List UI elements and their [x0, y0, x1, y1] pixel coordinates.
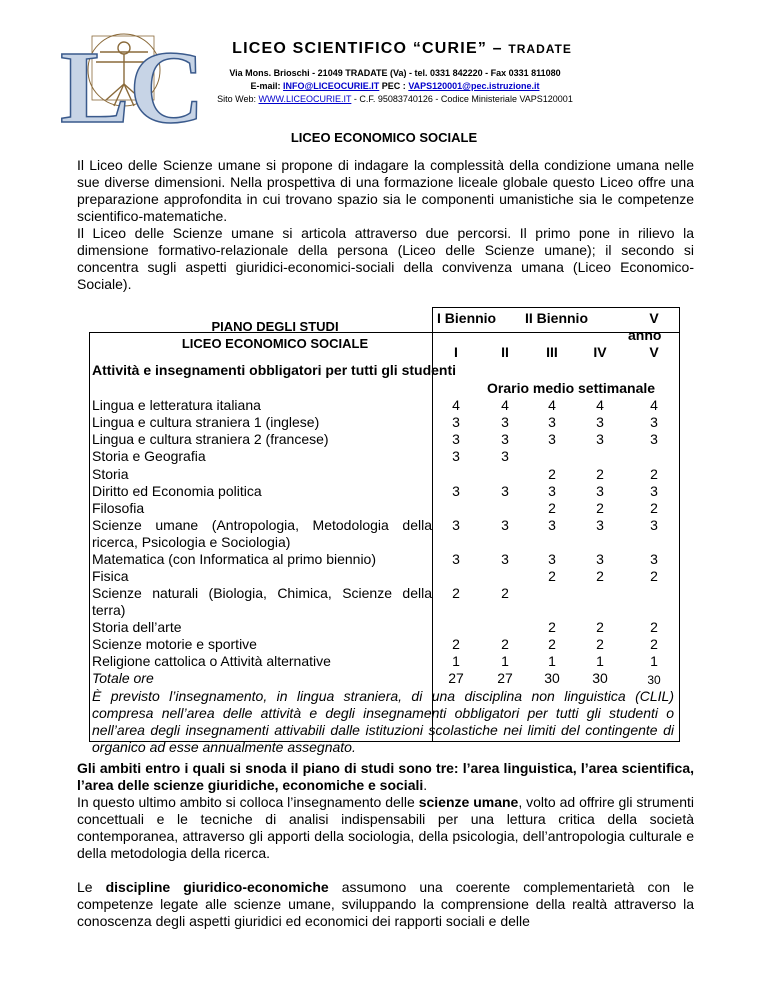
- total-cell: 27: [497, 670, 513, 686]
- year-iii: III: [546, 344, 558, 360]
- hours-cell: 1: [501, 653, 509, 669]
- hours-cell: 2: [596, 636, 604, 652]
- hours-cell: 3: [548, 431, 556, 447]
- hours-cell: 3: [548, 517, 556, 533]
- document-title: LICEO ECONOMICO SOCIALE: [290, 130, 478, 145]
- website-link[interactable]: WWW.LICEOCURIE.IT: [258, 94, 352, 104]
- hours-cell: 2: [596, 619, 604, 635]
- school-name-text: LICEO SCIENTIFICO “CURIE” –: [232, 40, 509, 57]
- hours-cell: 4: [548, 397, 556, 413]
- hours-cell: 2: [650, 636, 658, 652]
- hours-cell: 4: [650, 397, 658, 413]
- hours-cell: 2: [548, 466, 556, 482]
- address-line: Via Mons. Brioschi - 21049 TRADATE (Va) - tel. 0331 842220 - Fax 0331 811080: [229, 68, 561, 78]
- logo-letter-l: LC: [60, 30, 205, 145]
- section-label: Attività e insegnamenti obbligatori per tutti gli studenti: [92, 362, 457, 378]
- hours-cell: 1: [650, 653, 658, 669]
- plan-title-2: LICEO ECONOMICO SOCIALE: [181, 336, 369, 351]
- year-ii: II: [501, 344, 509, 360]
- subject-name: Storia dell’arte: [92, 619, 182, 635]
- hours-cell: 2: [452, 585, 460, 601]
- hours-cell: 2: [650, 568, 658, 584]
- subject-name: Scienze motorie e sportive: [92, 636, 257, 652]
- hours-cell: 1: [452, 653, 460, 669]
- year-v: V: [649, 344, 659, 360]
- hours-cell: 3: [650, 551, 658, 567]
- intro-paragraph-2: Il Liceo delle Scienze umane si articola attraverso due percorsi. Il primo pone in rilievo la dimensione formativo-relazionale della persona (Liceo delle Scienze umane); il secondo si concentra sugli aspetti giuridici-economici-sociali della convivenza umana (Liceo Economico-Sociale).: [77, 225, 694, 292]
- hours-cell: 3: [501, 414, 509, 430]
- total-cell: 30: [647, 673, 661, 687]
- group-ii-biennio: II Biennio: [525, 310, 588, 326]
- total-label: Totale ore: [92, 670, 154, 686]
- hours-cell: 3: [501, 483, 509, 499]
- hours-cell: 3: [650, 431, 658, 447]
- group-i-biennio: I Biennio: [437, 310, 497, 326]
- subject-name: Scienze naturali (Biologia, Chimica, Scienze della terra): [92, 585, 432, 618]
- hours-cell: 3: [501, 551, 509, 567]
- hours-cell: 2: [548, 568, 556, 584]
- total-cell: 30: [592, 670, 608, 686]
- outro-paragraph-2: In questo ultimo ambito si colloca l’insegnamento delle scienze umane, volto ad offrire gli strumenti concettuali e le tecniche di analisi indispensabili per una lettura critica della società contemporanea, attraverso gli apporti della sociologia, della psicologia, dell’antropologia culturale e della metodologia della ricerca.: [77, 794, 694, 861]
- hours-cell: 2: [452, 636, 460, 652]
- group-v-anno-2: anno: [628, 327, 662, 343]
- hours-cell: 2: [548, 500, 556, 516]
- hours-cell: 3: [452, 448, 460, 464]
- hours-cell: 1: [548, 653, 556, 669]
- hours-cell: 2: [650, 500, 658, 516]
- hours-cell: 3: [452, 483, 460, 499]
- hours-cell: 3: [452, 551, 460, 567]
- hours-cell: 1: [596, 653, 604, 669]
- school-name: [182, 40, 622, 58]
- hours-cell: 3: [501, 448, 509, 464]
- hours-cell: 3: [548, 483, 556, 499]
- total-cell: 27: [448, 670, 464, 686]
- school-city: TRADATE: [508, 42, 572, 56]
- hours-cell: 2: [650, 466, 658, 482]
- email-link[interactable]: INFO@LICEOCURIE.IT: [283, 81, 380, 91]
- hours-label: Orario medio settimanale: [487, 380, 656, 396]
- subject-name: Diritto ed Economia politica: [92, 483, 262, 499]
- school-logo: [58, 22, 205, 145]
- hours-cell: 2: [596, 568, 604, 584]
- hours-cell: 3: [452, 431, 460, 447]
- group-v-anno-1: V: [649, 310, 659, 326]
- intro-paragraph-1: Il Liceo delle Scienze umane si propone di indagare la complessità della condizione umana nelle sue diverse dimensioni. Nella prospettiva di una formazione liceale globale questo Liceo offre una preparazione approfondita in cui trovano spazio sia le componenti umanistiche sia le competenze scientifico-matematiche.: [77, 157, 694, 224]
- hours-cell: 3: [501, 517, 509, 533]
- hours-cell: 3: [548, 551, 556, 567]
- subject-name: Matematica (con Informatica al primo biennio): [92, 551, 377, 567]
- hours-cell: 2: [596, 500, 604, 516]
- year-iv: IV: [593, 344, 607, 360]
- pec-link[interactable]: VAPS120001@pec.istruzione.it: [408, 81, 540, 91]
- hours-cell: 3: [548, 414, 556, 430]
- hours-cell: 3: [596, 483, 604, 499]
- hours-cell: 2: [548, 636, 556, 652]
- hours-cell: 2: [501, 636, 509, 652]
- hours-cell: 2: [501, 585, 509, 601]
- web-line: Sito Web: WWW.LICEOCURIE.IT - C.F. 95083740126 - Codice Ministeriale VAPS120001: [217, 94, 573, 104]
- hours-cell: 3: [596, 517, 604, 533]
- hours-cell: 3: [650, 517, 658, 533]
- subject-name: Lingua e cultura straniera 2 (francese): [92, 431, 329, 447]
- subject-name: Lingua e cultura straniera 1 (inglese): [92, 414, 320, 430]
- subject-name: Lingua e letteratura italiana: [92, 397, 261, 413]
- hours-cell: 4: [501, 397, 509, 413]
- total-cell: 30: [544, 670, 560, 686]
- hours-cell: 3: [452, 517, 460, 533]
- subject-name: Filosofia: [92, 500, 145, 516]
- outro-paragraph-3: Le discipline giuridico-economiche assumono una coerente complementarietà con le competenze legate alle scienze umane, sviluppando la comprensione della realtà attraverso la conoscenza degli aspetti giuridici ed economici dei rapporti sociali e delle: [77, 879, 694, 929]
- clil-note: È previsto l’insegnamento, in lingua straniera, di una disciplina non linguistica (CLIL) compresa nell’area delle attività e degli insegnamenti obbligatori per tutti gli studenti o nell’area degli insegnamenti attivabili dalle istituzioni scolastiche nei limiti del contingente di organico ad esse annualmente assegnato.: [92, 688, 674, 755]
- year-i: I: [454, 344, 458, 360]
- subject-name: Religione cattolica o Attività alternative: [92, 653, 331, 669]
- hours-cell: 4: [596, 397, 604, 413]
- hours-cell: 3: [596, 551, 604, 567]
- hours-cell: 2: [596, 466, 604, 482]
- subject-name: Storia: [92, 466, 129, 482]
- hours-cell: 3: [452, 414, 460, 430]
- hours-cell: 2: [650, 619, 658, 635]
- contact-line: E-mail: INFO@LICEOCURIE.IT PEC : VAPS120001@pec.istruzione.it: [250, 81, 540, 91]
- subject-name: Fisica: [92, 568, 129, 584]
- subject-name: Storia e Geografia: [92, 448, 206, 464]
- hours-cell: 4: [452, 397, 460, 413]
- hours-cell: 3: [596, 431, 604, 447]
- plan-title-1: PIANO DEGLI STUDI: [211, 319, 339, 334]
- subject-name: Scienze umane (Antropologia, Metodologia della ricerca, Psicologia e Sociologia): [92, 517, 432, 550]
- hours-cell: 2: [548, 619, 556, 635]
- hours-cell: 3: [501, 431, 509, 447]
- hours-cell: 3: [596, 414, 604, 430]
- hours-cell: 3: [650, 414, 658, 430]
- hours-cell: 3: [650, 483, 658, 499]
- outro-bold-paragraph: Gli ambiti entro i quali si snoda il piano di studi sono tre: l’area linguistica, l’area scientifica, l’area delle scienze giuridiche, economiche e sociali.: [77, 760, 694, 793]
